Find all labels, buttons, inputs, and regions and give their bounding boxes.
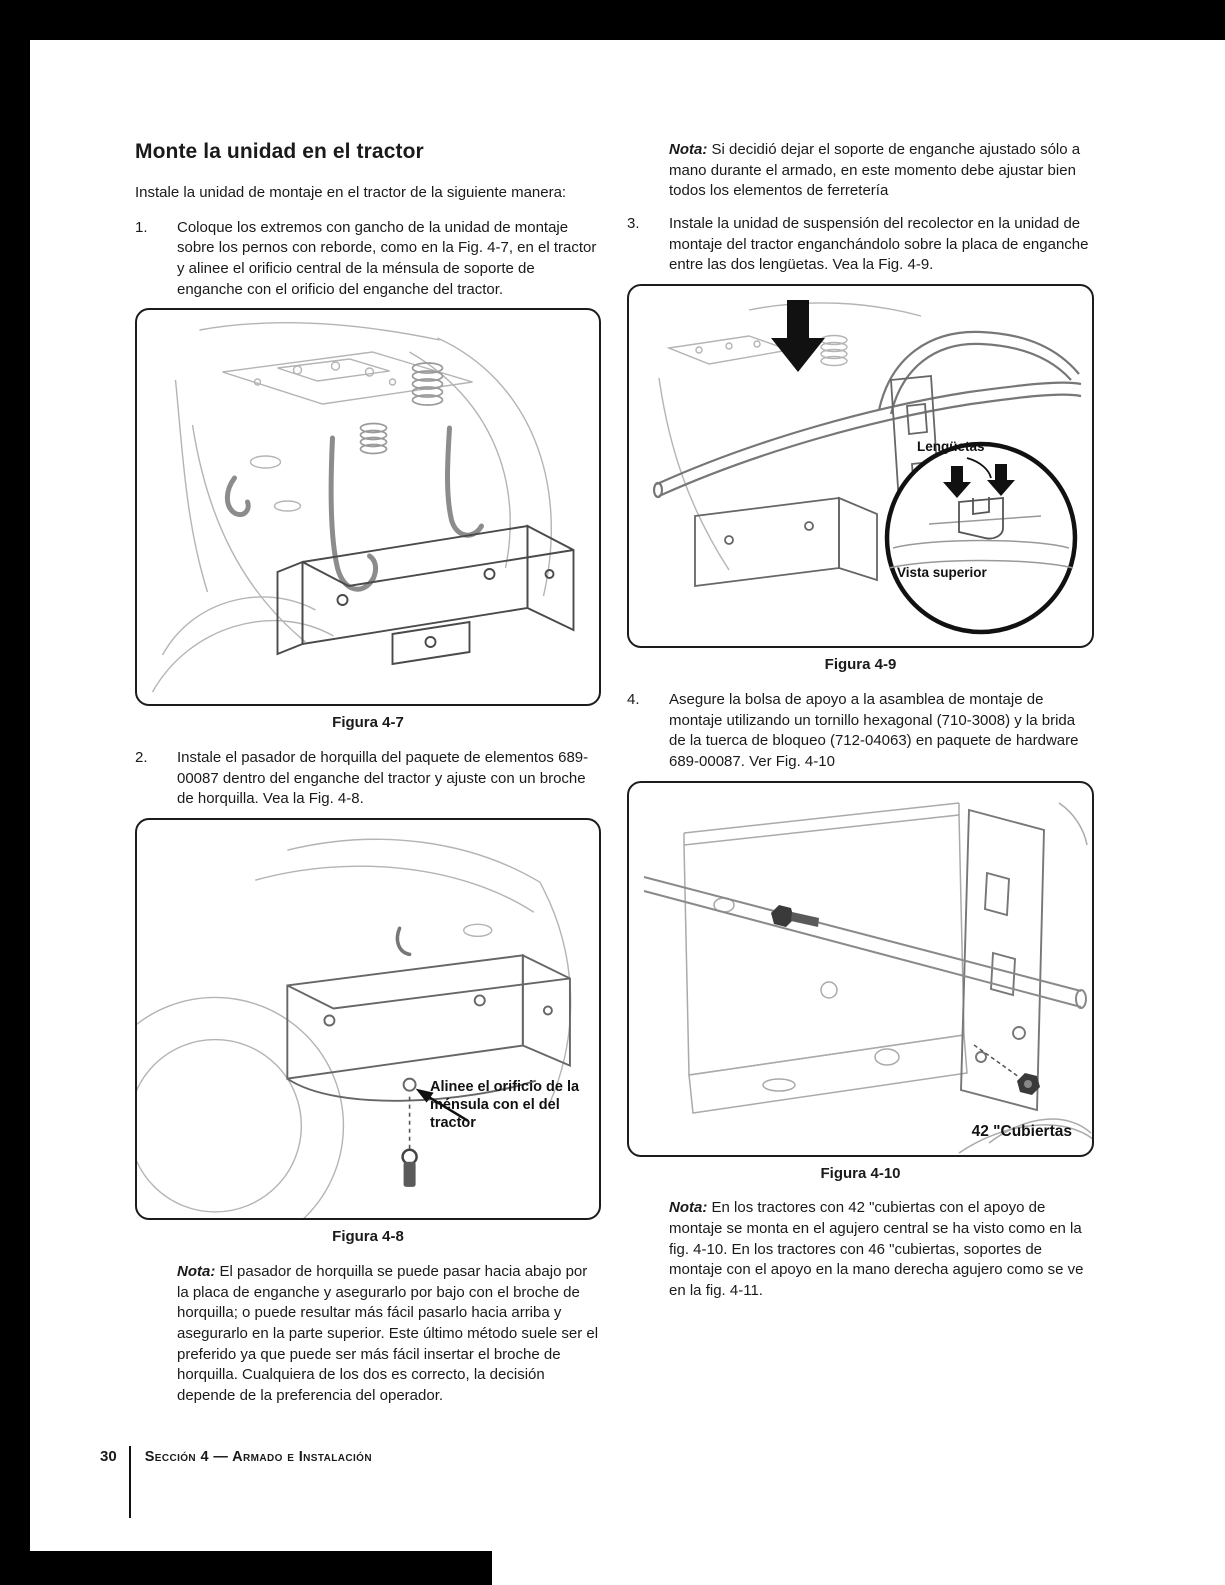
page-number: 30 [100, 1448, 117, 1465]
clevis-pin [403, 1097, 417, 1187]
scan-border-top [0, 0, 1225, 40]
note-right-1-label: Nota: [669, 141, 708, 158]
scan-border-left [0, 0, 30, 1585]
step-2 [135, 748, 601, 810]
intro-text: Instale la unidad de montaje en el tractor de la siguiente manera: [135, 183, 567, 201]
label-42-cubiertas: 42 "Cubiertas [971, 1123, 1072, 1141]
right-column [627, 138, 1094, 1314]
step-1-text: Coloque los extremos con gancho de la unidad de montaje sobre los pernos con reborde, como en la Fig. 4-7, en el tractor y alinee el orificio central de la ménsula de soporte de enganche con el orificio del enganche del tractor. [177, 218, 597, 298]
label-vista-superior: Vista superior [897, 565, 987, 581]
figure-4-8-caption: Figura 4-8 [332, 1228, 404, 1246]
step-4-text: Asegure la bolsa de apoyo a la asamblea de montaje de montaje utilizando un tornillo hexagonal (710-3008) y la brida de la tuerca de bloqueo (712-04063) en paquete de hardware 689-00087. Ver Fig. 4-10 [669, 690, 1079, 770]
left-column [135, 138, 601, 1407]
mounting-bracket [278, 526, 574, 664]
figure-4-9-drawing [629, 286, 1092, 646]
figure-4-8-drawing [137, 820, 599, 1218]
figure-4-9 [627, 284, 1094, 648]
note-left [177, 1262, 601, 1407]
note-left-label: Nota: [177, 1262, 216, 1280]
figure-4-10-drawing [629, 783, 1092, 1155]
figure-4-8-callout: Alinee el orificio de la ménsula con el del tractor [430, 1079, 580, 1132]
frame-tube [644, 877, 1086, 1008]
figure-4-8 [135, 818, 601, 1220]
step-3 [627, 214, 1094, 276]
step-2-number: 2. [135, 749, 148, 767]
step-1-number: 1. [135, 218, 148, 236]
step-4-number: 4. [627, 690, 640, 708]
note-left-text: El pasador de horquilla se puede pasar hacia abajo por la placa de enganche y asegurarlo por bajo con el broche de horquilla; o puede resultar más fácil pasarlo hacia arriba y asegurarlo en la parte superior. Este último método suele ser el preferido ya que puede ser más fácil insertar el broche de horquilla. Cualquiera de los dos es correcto, la decisión depende de la preferencia del operador. [177, 1262, 599, 1404]
note-right-1 [669, 140, 1094, 202]
figure-4-10 [627, 781, 1094, 1157]
top-view-inset [887, 444, 1075, 632]
label-lenguetas: Lengüetas [917, 439, 985, 455]
note-right-2 [669, 1198, 1094, 1301]
footer-divider [129, 1446, 131, 1518]
hook-rods [227, 428, 481, 589]
figure-4-9-caption: Figura 4-9 [824, 656, 897, 674]
page-footer [100, 1446, 372, 1518]
install-direction-arrow [771, 300, 825, 372]
step-4 [627, 690, 1094, 773]
figure-4-10-caption: Figura 4-10 [820, 1164, 901, 1182]
footer-section-title: Sección 4 — Armado e Instalación [144, 1449, 372, 1465]
figure-4-7-caption: Figura 4-7 [332, 714, 404, 732]
hanger-bracket [961, 810, 1044, 1110]
step-3-text: Instale la unidad de suspensión del recolector en la unidad de montaje del tractor enganchándolo sobre la placa de enganche entre las dos lengüetas. Vea la Fig. 4-9. [669, 215, 1089, 274]
step-1 [135, 218, 601, 301]
figure-4-7-drawing [137, 310, 599, 704]
figure-4-7 [135, 308, 601, 706]
note-right-2-label: Nota: [669, 1199, 708, 1217]
step-2-text: Instale el pasador de horquilla del paquete de elementos 689-00087 dentro del enganche del tractor y ajuste con un broche de horquilla. Vea la Fig. 4-8. [177, 749, 589, 808]
note-right-2-text: En los tractores con 42 "cubiertas con el apoyo de montaje se monta en el agujero central se ha visto como en la fig. 4-10. En los tractores con 46 "cubiertas, soportes de montaje con el apoyo en la mano derecha agujero como se ve en la fig. 4-11. [669, 1199, 1084, 1299]
note-right-1-text: Si decidió dejar el soporte de enganche ajustado sólo a mano durante el armado, en este momento debe ajustar bien todos los elementos de ferretería [669, 141, 1081, 200]
hex-bolt [771, 905, 819, 927]
step-3-number: 3. [627, 215, 640, 233]
section-heading: Monte la unidad en el tractor [135, 140, 424, 163]
scan-border-bottom [0, 1551, 492, 1585]
